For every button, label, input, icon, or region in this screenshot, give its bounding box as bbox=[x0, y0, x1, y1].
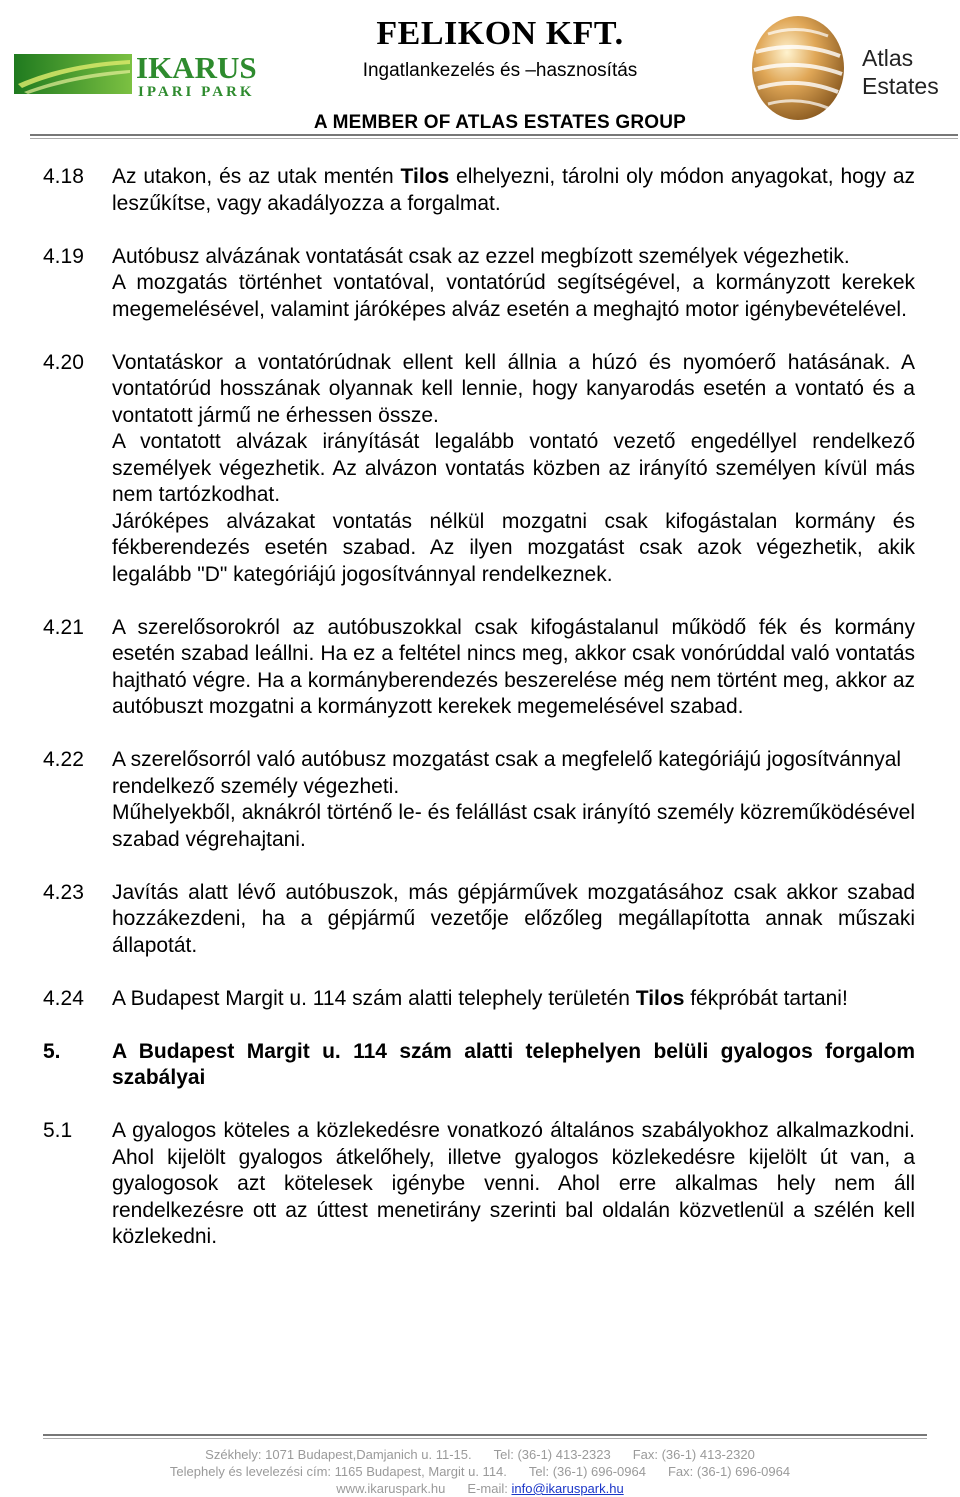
footer-seat-line bbox=[0, 1446, 960, 1463]
section-4-22 bbox=[43, 747, 915, 853]
section-number: 4.23 bbox=[43, 880, 84, 904]
section-paragraph: Javítás alatt lévő autóbuszok, más gépjárművek mozgatásához csak akkor szabad hozzákezdeni, ha a gépjármű vezetője előzőleg megállapította annak műszaki állapotát. bbox=[112, 880, 915, 957]
section-paragraph: A szerelősorokról az autóbuszokkal csak kifogástalanul működő fék és kormány esetén szabad leállni. Ha ez a feltétel nincs meg, akkor csak vonórúddal való vontatás hajtható végre. Ha a kormányberendezés beszerelése még nem történt meg, akkor az autóbuszt mozgatni a kormányzott kerekek megemelésével szabad. bbox=[112, 615, 915, 718]
section-paragraph: A vontatott alvázak irányítását legalább vontató vezető engedéllyel rendelkező személyek végezhetik. Az alvázon vontatás közben az irányító személyen kívül más nem tartózkodhat. bbox=[112, 430, 915, 506]
footer-seat-fax: Fax: (36-1) 413-2320 bbox=[632, 1447, 755, 1462]
page-header bbox=[0, 0, 960, 140]
section-paragraph: Járóképes alvázakat vontatás nélkül mozgatni csak kifogástalan kormány és fékberendezés esetén szabad. Az ilyen mozgatást csak azok végezhetik, akik legalább "D" kategóriájú jogosítvánnyal rendelkeznek. bbox=[112, 509, 915, 586]
section-paragraph: A szerelősorról való autóbusz mozgatást csak a megfelelő kategóriájú jogosítvánnyal rendelkező személy végezheti. bbox=[112, 748, 902, 798]
section-number: 4.20 bbox=[43, 350, 84, 374]
footer-site-line bbox=[0, 1463, 960, 1480]
section-4-23 bbox=[43, 880, 915, 960]
ikarus-ipari-park-logo bbox=[14, 48, 269, 100]
section-paragraph: A gyalogos köteles a közlekedésre vonatkozó általános szabályokhoz alkalmazkodni. Ahol kijelölt gyalogos átkelőhely, illetve gyalogos közlekedésre kijelölt út van, a gyalogosok azt kötelesek igénybe venni. Ahol erre alkalmas hely nem áll rendelkezésre ott az úttest menetirány szerinti bal oldalán közvetlenül a szélén kell közlekedni. bbox=[112, 1119, 915, 1248]
header-divider-thin bbox=[30, 138, 958, 139]
section-text: Az utakon, és az utak mentén Tilos elhelyezni, tárolni oly módon anyagokat, hogy az leszűkítse, vagy akadályozza a forgalmat. bbox=[112, 165, 916, 215]
section-5-1 bbox=[43, 1118, 915, 1251]
footer-email-link[interactable]: info@ikaruspark.hu bbox=[511, 1481, 624, 1496]
ikarus-logo-word: IKARUS bbox=[136, 50, 257, 85]
emphasis-tilos: Tilos bbox=[635, 986, 685, 1010]
section-4-19 bbox=[43, 244, 915, 324]
footer-site-tel: Tel: (36-1) 696-0964 bbox=[528, 1464, 646, 1479]
section-number: 4.24 bbox=[43, 986, 84, 1010]
section-paragraph: A mozgatás történhet vontatóval, vontatórúd segítségével, a kormányzott kerekek megemelésével, valamint járóképes alváz esetén a meghajtó motor igénybevételével. bbox=[112, 271, 915, 321]
document-body bbox=[43, 164, 915, 1277]
section-number: 4.21 bbox=[43, 615, 84, 639]
footer-divider bbox=[43, 1434, 927, 1436]
header-divider bbox=[30, 134, 958, 136]
emphasis-tilos: Tilos bbox=[400, 165, 450, 188]
section-number: 4.22 bbox=[43, 748, 84, 771]
company-subtitle: Ingatlankezelés és –hasznosítás bbox=[362, 60, 638, 81]
ikarus-logo-sub: IPARI PARK bbox=[138, 84, 255, 100]
section-paragraph: Autóbusz alvázának vontatását csak az ezzel megbízott személyek végezhetik. bbox=[112, 244, 850, 268]
section-4-20 bbox=[43, 350, 915, 589]
section-number: 5.1 bbox=[43, 1119, 73, 1142]
footer-seat-address: Székhely: 1071 Budapest,Damjanich u. 11-15. bbox=[205, 1447, 472, 1462]
footer-site-address: Telephely és levelezési cím: 1165 Budapest, Margit u. 114. bbox=[169, 1464, 507, 1479]
section-text: A Budapest Margit u. 114 szám alatti telephely területén Tilos fékpróbát tartani! bbox=[112, 986, 848, 1010]
atlas-logo-line1: Atlas bbox=[862, 45, 914, 71]
section-4-24 bbox=[43, 986, 915, 1013]
company-block bbox=[300, 14, 700, 84]
atlas-logo-line2: Estates bbox=[862, 73, 939, 99]
section-number: 4.19 bbox=[43, 244, 84, 268]
footer-divider-thin bbox=[43, 1438, 927, 1439]
section-4-18 bbox=[43, 164, 915, 217]
globe-icon bbox=[748, 12, 848, 124]
page-footer bbox=[0, 1446, 960, 1497]
footer-website[interactable]: www.ikaruspark.hu bbox=[336, 1481, 446, 1496]
section-number: 5. bbox=[43, 1039, 61, 1063]
atlas-estates-logo-text bbox=[862, 44, 939, 100]
company-name: FELIKON KFT. bbox=[376, 15, 624, 52]
footer-site-fax: Fax: (36-1) 696-0964 bbox=[667, 1464, 791, 1479]
footer-seat-tel: Tel: (36-1) 413-2323 bbox=[493, 1447, 611, 1462]
member-line: A MEMBER OF ATLAS ESTATES GROUP bbox=[313, 112, 687, 133]
section-5-heading bbox=[43, 1039, 915, 1092]
footer-email-label: E-mail: bbox=[467, 1481, 508, 1496]
footer-web-line bbox=[0, 1480, 960, 1497]
section-paragraph: Vontatáskor a vontatórúdnak ellent kell állnia a húzó és nyomóerő hatásának. A vontatórúd hosszának olyannak kell lennie, hogy kanyarodás esetén a vontató és a vontatott jármű ne érhessen össze. bbox=[112, 350, 915, 427]
section-heading-text: A Budapest Margit u. 114 szám alatti telephelyen belüli gyalogos forgalom szabályai bbox=[112, 1039, 915, 1089]
section-4-21 bbox=[43, 615, 915, 721]
section-number: 4.18 bbox=[43, 165, 84, 188]
section-paragraph: Műhelyekből, aknákról történő le- és felállást csak irányító személy közreműködésével szabad végrehajtani. bbox=[112, 801, 915, 851]
